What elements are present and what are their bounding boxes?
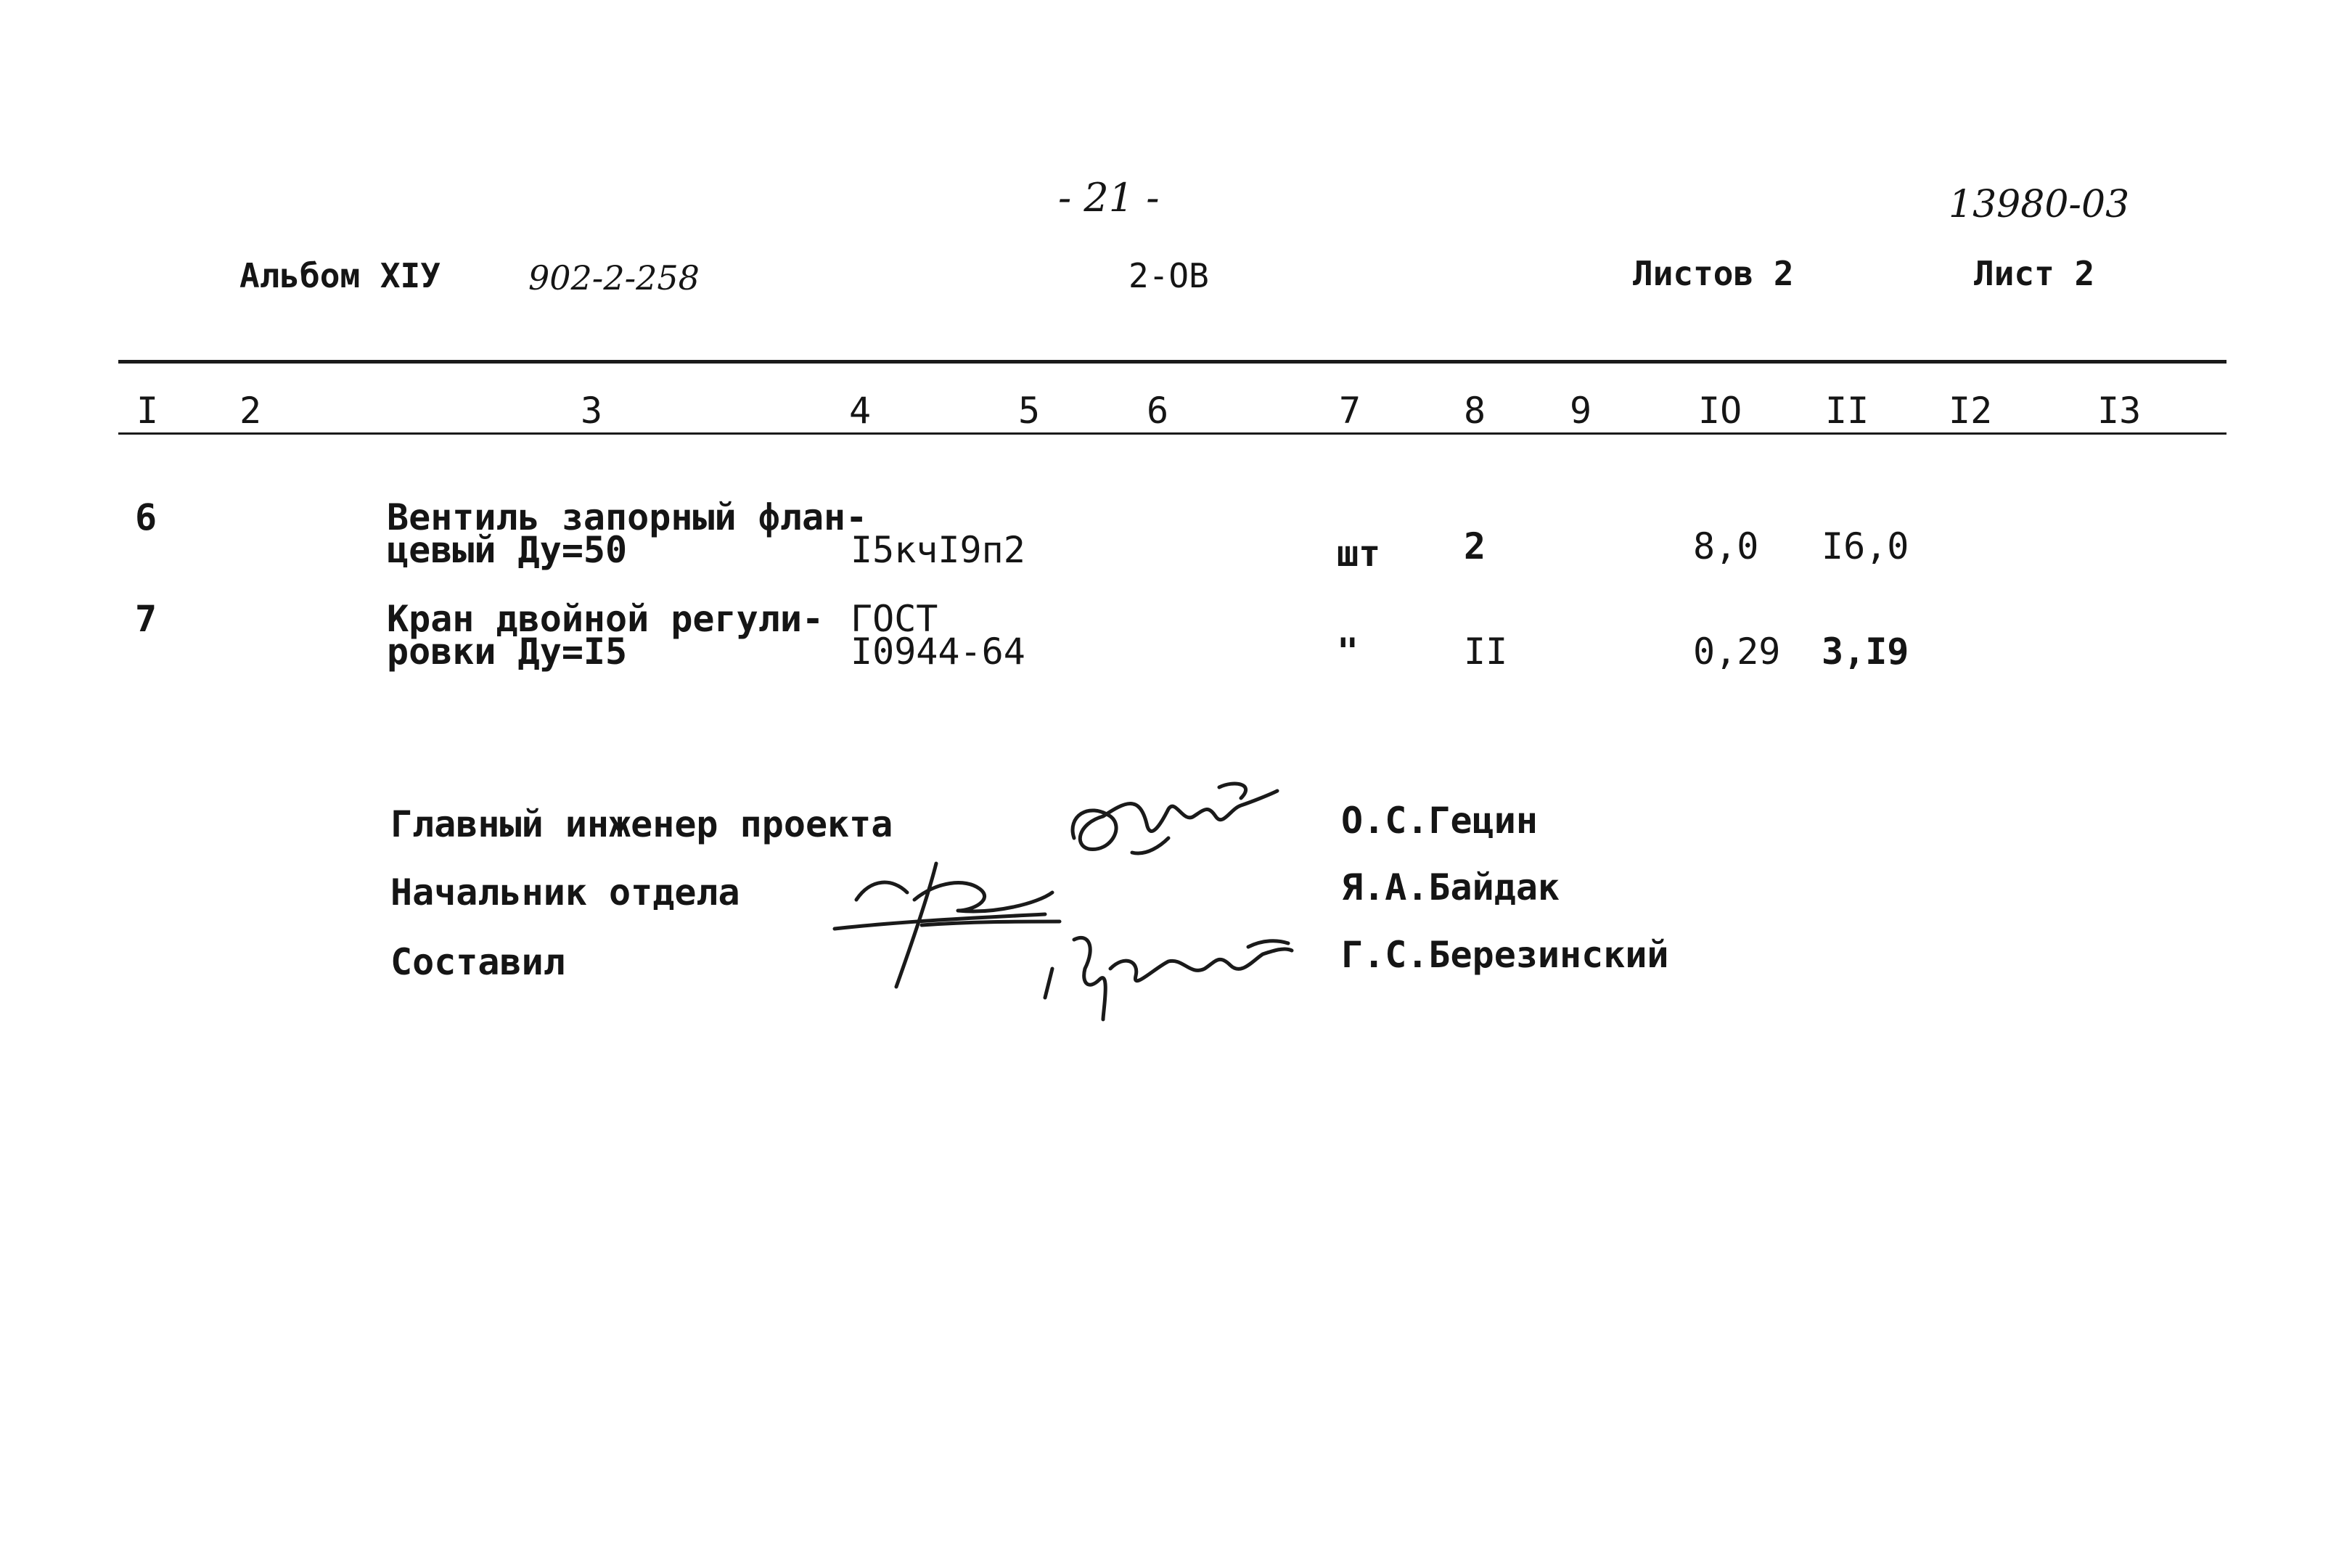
row-name-line1: Кран двойной регули- xyxy=(387,598,824,640)
column-header: 7 xyxy=(1339,390,1361,432)
column-header: 6 xyxy=(1147,390,1169,432)
column-header: 3 xyxy=(581,390,603,432)
table-top-rule xyxy=(118,360,2226,364)
row-unit-mass: 8,0 xyxy=(1693,525,1759,567)
document-number: 13980-03 xyxy=(1949,183,2130,226)
column-header: 2 xyxy=(239,390,262,432)
page-number: - 21 - xyxy=(1058,175,1160,221)
column-header: I2 xyxy=(1949,390,1993,432)
sheet-number: Лист 2 xyxy=(1974,254,2095,293)
column-header: IO xyxy=(1698,390,1742,432)
row-unit-mass: 0,29 xyxy=(1693,631,1781,673)
row-quantity: II xyxy=(1464,631,1508,673)
column-header: 9 xyxy=(1570,390,1592,432)
row-name-line2: ровки Ду=I5 xyxy=(387,631,628,673)
row-total-mass: I6,0 xyxy=(1822,525,1909,567)
project-code: 902-2-258 xyxy=(528,258,700,297)
row-total-mass: 3,I9 xyxy=(1822,631,1909,673)
handwritten-signature xyxy=(1031,918,1306,1027)
row-code-line1: ГОСТ xyxy=(851,598,938,640)
row-unit: шт xyxy=(1337,533,1381,575)
table-header-rule xyxy=(118,432,2226,435)
row-name-line1: Вентиль запорный флан- xyxy=(387,496,868,538)
column-header: II xyxy=(1825,390,1869,432)
row-code: I5кчI9п2 xyxy=(851,529,1025,571)
signature-name: Г.С.Березинский xyxy=(1341,934,1669,976)
column-header: I3 xyxy=(2097,390,2142,432)
signature-role: Главный инженер проекта xyxy=(390,803,893,845)
signature-name: О.С.Гецин xyxy=(1341,800,1538,842)
signature-role: Составил xyxy=(390,941,565,983)
signature-role: Начальник отдела xyxy=(390,871,740,914)
album-label: Альбом XIУ xyxy=(239,256,441,295)
column-header: 8 xyxy=(1464,390,1486,432)
row-code-line2: I0944-64 xyxy=(851,631,1025,673)
row-position: 7 xyxy=(135,598,157,640)
column-header: I xyxy=(136,390,159,432)
sheets-total: Листов 2 xyxy=(1633,254,1794,293)
row-name-line2: цевый Ду=50 xyxy=(387,529,628,571)
row-quantity: 2 xyxy=(1464,525,1486,567)
column-header: 5 xyxy=(1018,390,1041,432)
signature-name: Я.А.Байдак xyxy=(1341,866,1560,908)
section-code: 2-ОВ xyxy=(1128,256,1209,295)
column-header: 4 xyxy=(849,390,872,432)
row-unit: " xyxy=(1337,631,1359,673)
row-position: 6 xyxy=(135,496,157,538)
